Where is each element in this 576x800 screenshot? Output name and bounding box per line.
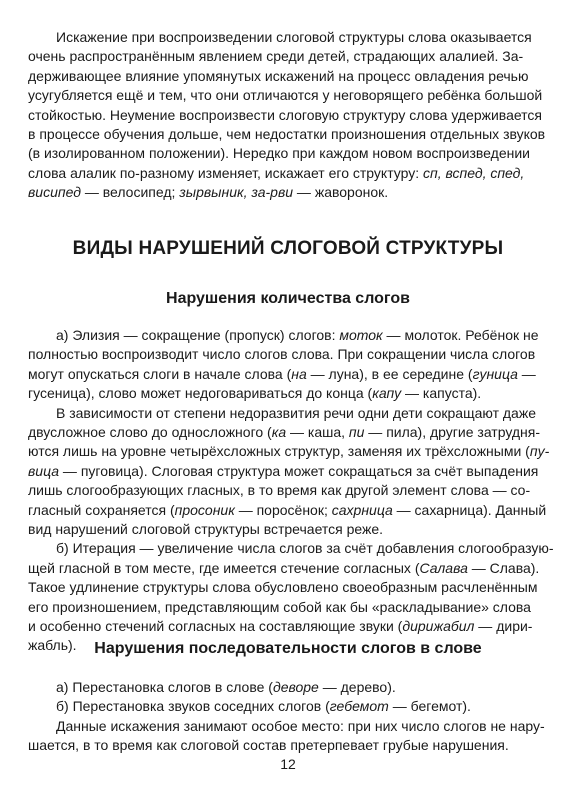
- text-line: вица — пуговица). Слоговая структура может сокращаться за счёт выпадения: [28, 462, 539, 479]
- text-line: Данные искажения занимают особое место: при них число слогов не нару-: [56, 717, 545, 734]
- text-line: двусложное слово до односложного (ка — каша, пи — пила), другие затрудня-: [28, 424, 541, 440]
- elision-degree-paragraph: [28, 404, 552, 540]
- text-line: держивающее влияние упомянутых искажений на процесс овладения речью: [28, 67, 529, 84]
- text-line: гласный сохраняется (просоник — поросёнок; сахрница — сахарница). Данный: [28, 501, 547, 518]
- text-line: его произношением, представляющим собой как бы «раскладывание» слова: [28, 598, 531, 615]
- text-line: шается, в то время как слоговой состав претерпевает грубые нарушения.: [28, 737, 509, 754]
- text-line: стойкостью. Неумение воспроизвести слоговую структуру слова удерживается: [28, 106, 543, 123]
- text-line: гусеница), слово может недоговариваться до конца (капу — капуста).: [28, 385, 482, 402]
- text-line: ются лишь на уровне четырёхсложных структур, заменяя их трёхсложными (пу-: [28, 443, 550, 460]
- elision-paragraph: [28, 326, 552, 404]
- text-line: жабль).: [28, 637, 77, 654]
- text-line: Искажение при воспроизведении слоговой структуры слова оказывается: [56, 29, 532, 45]
- text-line: полностью воспроизводит число слогов слова. При сокращении числа слогов: [28, 346, 536, 363]
- text-line: очень распространённым явлением среди детей, страдающих алалией. За-: [28, 48, 524, 65]
- text-line: могут опускаться слоги в начале слова (на — луна), в ее середине (гуница —: [28, 365, 536, 382]
- text-line: В зависимости от степени недоразвития речи одни дети сокращают даже: [56, 404, 536, 421]
- text-line: Такое удлинение структуры слова обусловлено своеобразным расчленённым: [28, 579, 538, 596]
- text-line: висипед — велосипед; зырвыник, за-рви — жаворонок.: [28, 184, 389, 201]
- text-line: вид нарушений слоговой структуры встречается реже.: [28, 521, 384, 538]
- text-line: усугубляется ещё и тем, что они отличаются у неговорящего ребёнка большой: [28, 87, 543, 104]
- text-line: и особенно стечений согласных на составляющие звуки (дирижабил — дири-: [28, 618, 533, 635]
- text-line: а) Элизия — сокращение (пропуск) слогов: моток — молоток. Ребёнок не: [56, 327, 539, 343]
- text-line: слова алалик по-разному изменяет, искажает его структуру: сп, вспед, спед,: [28, 164, 525, 181]
- text-line: б) Итерация — увеличение числа слогов за счёт добавления слогообразую-: [56, 540, 554, 557]
- order-paragraph: [28, 678, 552, 756]
- text-line: лишь слогообразующих гласных, в то время как другой элемент слова — со-: [28, 482, 531, 499]
- section-heading-syllable-count: Нарушения количества слогов: [166, 290, 410, 307]
- text-line: а) Перестановка слогов в слове (деворе — дерево).: [56, 679, 396, 695]
- page-number: 12: [280, 756, 296, 772]
- text-line: щей гласной в том месте, где имеется стечение согласных (Салава — Слава).: [28, 559, 540, 576]
- main-heading: ВИДЫ НАРУШЕНИЙ СЛОГОВОЙ СТРУКТУРЫ: [72, 238, 504, 259]
- intro-paragraph: [28, 28, 548, 203]
- text-line: в процессе обучения дольше, чем недостатки произношения отдельных звуков: [28, 126, 546, 143]
- section-heading-syllable-order: Нарушения последовательности слогов в слове: [94, 640, 482, 657]
- text-line: (в изолированном положении). Нередко при каждом новом воспроизведении: [28, 145, 530, 162]
- text-line: б) Перестановка звуков соседних слогов (гебемот — бегемот).: [56, 698, 471, 715]
- iteration-paragraph: [28, 539, 552, 655]
